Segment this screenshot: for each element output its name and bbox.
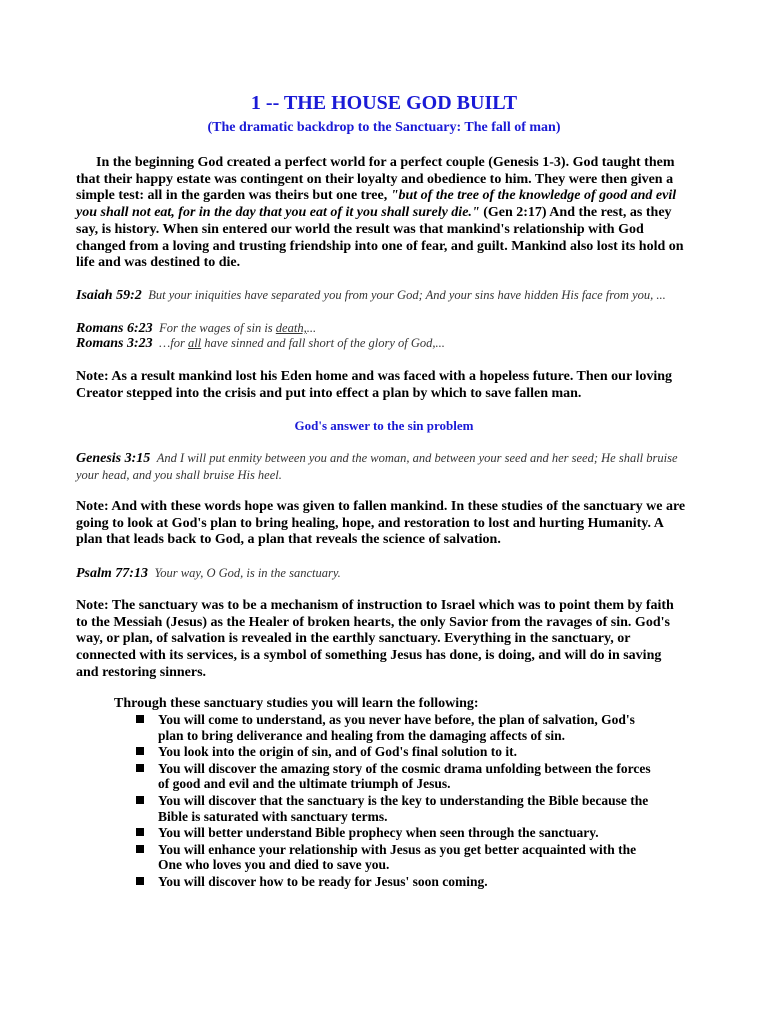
list-item-text: You will discover how to be ready for Jesus' soon coming. <box>158 873 488 889</box>
verse-isaiah <box>76 287 686 304</box>
list-item <box>134 842 654 873</box>
verse-text-end: have sinned and fall short of the glory of God,... <box>201 336 445 350</box>
verse-text: For the wages of sin is <box>159 321 276 335</box>
verse-text: But your iniquities have separated you from your God; And your sins have hidden His face from you, ... <box>148 288 666 302</box>
verse-reference: Psalm 77:13 <box>76 566 148 581</box>
verse-underlined-word: all <box>187 336 202 350</box>
verse-romans-3-23 <box>76 335 686 352</box>
list-item <box>134 744 654 760</box>
intro-paragraph <box>76 155 686 272</box>
list-item <box>134 825 654 841</box>
note-paragraph-2: Note: And with these words hope was given to fallen mankind. In these studies of the sanctuary we are going to look at God's plan to bring healing, hope, and restoration to lost and hurting Humanity. A plan that leads back to God, a plan that reveals the science of salvation. <box>76 499 686 548</box>
intro-text-2: (Gen 2:17) And the rest, as they say, is history. When sin entered our world the result was that mankind's relationship with God changed from a loving and trusting friendship into one of fear, and guilt. Mankind also lost its hold on life and was destined to die. <box>76 205 684 271</box>
list-item-text: You will better understand Bible prophecy when seen through the sanctuary. <box>158 825 599 841</box>
learning-list <box>134 712 654 891</box>
list-item <box>134 761 654 792</box>
intro-quote: "but of the tree of the knowledge of good and evil you shall not eat, for in the day that you eat of it you shall surely die." <box>76 188 677 221</box>
list-item-text: You will discover that the sanctuary is the key to understanding the Bible because the Bible is saturated with sanctuary terms. <box>158 792 649 824</box>
square-bullet-icon <box>136 828 144 836</box>
verse-underlined-word: death, <box>275 321 307 335</box>
square-bullet-icon <box>136 877 144 885</box>
verse-reference: Romans 6:23 <box>76 321 153 336</box>
verse-text: …for <box>159 336 188 350</box>
list-item <box>134 874 654 890</box>
verse-reference: Isaiah 59:2 <box>76 288 142 303</box>
list-item-text: You will discover the amazing story of the cosmic drama unfolding between the forces of good and evil and the ultimate triumph of Jesus. <box>158 760 651 792</box>
section-heading: God's answer to the sin problem <box>294 418 474 433</box>
square-bullet-icon <box>136 845 144 853</box>
verse-reference: Genesis 3:15 <box>76 451 151 466</box>
square-bullet-icon <box>136 747 144 755</box>
verse-reference: Romans 3:23 <box>76 336 153 351</box>
intro-text-1: In the beginning God created a perfect world for a perfect couple (Genesis 1-3). God taught them that their happy estate was contingent on their loyalty and obedience to him. They were then given a simple test: all in the garden was theirs but one tree, <box>76 155 675 204</box>
square-bullet-icon <box>136 764 144 772</box>
verse-text: Your way, O God, is in the sanctuary. <box>154 566 341 580</box>
square-bullet-icon <box>136 715 144 723</box>
note-paragraph-1: Note: As a result mankind lost his Eden home and was faced with a hopeless future. Then our loving Creator stepped into the crisis and put into effect a plan by which to save fallen man. <box>76 369 672 401</box>
list-item <box>134 712 654 743</box>
list-item-text: You will enhance your relationship with Jesus as you get better acquainted with the One who loves you and died to save you. <box>158 841 637 873</box>
list-item-text: You look into the origin of sin, and of God's final solution to it. <box>158 744 517 760</box>
list-item <box>134 793 654 824</box>
verse-text-end: ... <box>306 321 317 335</box>
square-bullet-icon <box>136 796 144 804</box>
verse-genesis <box>76 450 686 483</box>
verse-psalm <box>76 565 686 582</box>
list-intro: Through these sanctuary studies you will learn the following: <box>114 696 479 711</box>
note-paragraph-3: Note: The sanctuary was to be a mechanism of instruction to Israel which was to point them by faith to the Messiah (Jesus) as the Healer of broken hearts, the only Savior from the ravages of sin. God's way, or plan, of salvation is revealed in the earthly sanctuary. Everything in the sanctuary, or connected with its services, is a symbol of something Jesus has done, is doing, and will do in saving and restoring sinners. <box>76 598 674 680</box>
list-item-text: You will come to understand, as you never have before, the plan of salvation, God's plan to bring deliverance and healing from the damaging affects of sin. <box>158 712 635 743</box>
page-title: 1 -- THE HOUSE GOD BUILT <box>250 92 518 114</box>
page-subtitle: (The dramatic backdrop to the Sanctuary: The fall of man) <box>207 120 561 135</box>
verse-text: And I will put enmity between you and the woman, and between your seed and her seed; He shall bruise your head, and you shall bruise His heel. <box>76 451 678 482</box>
